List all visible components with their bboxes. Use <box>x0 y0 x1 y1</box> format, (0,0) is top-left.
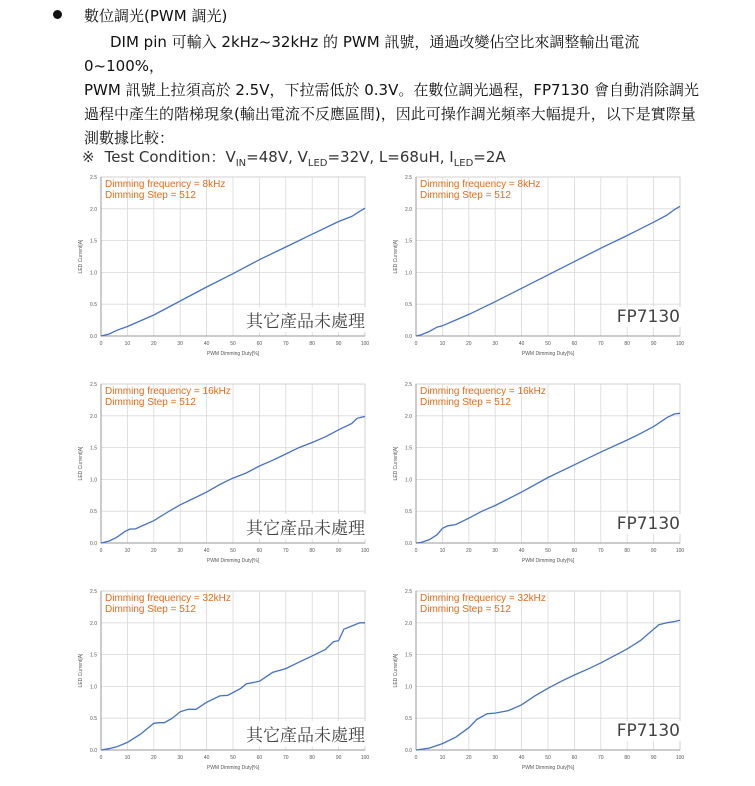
x-tick-label: 30 <box>177 548 183 554</box>
x-axis-label: PWM Dimming Duty[%] <box>206 765 260 771</box>
x-tick-label: 0 <box>99 548 103 554</box>
x-tick-label: 70 <box>283 341 289 347</box>
y-tick-label: 1.0 <box>90 684 97 691</box>
x-tick-label: 100 <box>675 341 685 347</box>
x-tick-label: 90 <box>335 755 342 761</box>
condition-prefix: Test Condition：V <box>104 148 236 166</box>
y-axis-label: LED Current[A] <box>393 239 399 274</box>
y-tick-label: 0.5 <box>405 302 412 309</box>
x-tick-label: 10 <box>439 341 446 347</box>
x-tick-label: 0 <box>414 548 418 554</box>
x-tick-label: 0 <box>99 341 103 347</box>
x-tick-label: 10 <box>124 548 131 554</box>
y-tick-label: 1.5 <box>90 652 97 659</box>
x-axis-label: PWM Dimming Duty[%] <box>521 765 575 771</box>
chart-svg <box>390 586 690 786</box>
chart-product-label: FP7130 <box>616 721 680 741</box>
x-tick-label: 40 <box>518 755 525 761</box>
x-tick-label: 20 <box>466 341 472 347</box>
chart-product-label: 其它產品未處理 <box>244 307 367 332</box>
annotation-step: Dimming Step = 512 <box>105 397 196 408</box>
x-tick-label: 70 <box>283 755 289 761</box>
x-tick-label: 60 <box>256 548 263 554</box>
y-tick-label: 0.0 <box>405 334 412 340</box>
x-tick-label: 100 <box>675 755 685 761</box>
chart-product-label: FP7130 <box>616 514 680 534</box>
x-tick-label: 90 <box>650 755 657 761</box>
x-tick-label: 70 <box>283 548 289 554</box>
y-tick-label: 2.0 <box>90 413 97 420</box>
x-tick-label: 70 <box>598 548 604 554</box>
x-tick-label: 100 <box>360 341 370 347</box>
x-tick-label: 10 <box>439 548 446 554</box>
x-axis-label: PWM Dimming Duty[%] <box>206 351 260 357</box>
x-tick-label: 90 <box>650 548 657 554</box>
chart-svg <box>390 379 690 579</box>
x-tick-label: 50 <box>545 755 551 761</box>
x-tick-label: 40 <box>203 548 210 554</box>
y-tick-label: 0.5 <box>405 509 412 516</box>
x-tick-label: 80 <box>309 548 315 554</box>
y-axis-label: LED Current[A] <box>78 446 84 481</box>
chart-32khz-fp7130 <box>390 586 690 786</box>
reference-mark: ※ <box>82 148 95 166</box>
x-tick-label: 60 <box>571 548 578 554</box>
chart-svg <box>390 172 690 372</box>
chart-annotation <box>105 386 231 408</box>
x-tick-label: 0 <box>414 755 418 761</box>
x-tick-label: 40 <box>203 341 210 347</box>
y-tick-label: 1.0 <box>405 270 412 277</box>
x-tick-label: 100 <box>360 755 370 761</box>
x-tick-label: 10 <box>124 341 131 347</box>
annotation-step: Dimming Step = 512 <box>420 190 511 201</box>
y-tick-label: 1.5 <box>90 238 97 245</box>
x-tick-label: 30 <box>492 341 498 347</box>
x-tick-label: 100 <box>675 548 685 554</box>
x-tick-label: 30 <box>177 341 183 347</box>
paragraph-line-4: 測數據比較： <box>84 129 175 147</box>
x-tick-label: 20 <box>151 341 157 347</box>
x-tick-label: 40 <box>203 755 210 761</box>
x-axis-label: PWM Dimming Duty[%] <box>521 351 575 357</box>
chart-svg <box>75 586 375 786</box>
y-tick-label: 2.5 <box>405 175 412 181</box>
paragraph-line-2: PWM 訊號上拉須高於 2.5V，下拉需低於 0.3V。在數位調光過程，FP7130 會自動消除調光 <box>84 81 699 99</box>
x-tick-label: 80 <box>624 548 630 554</box>
y-tick-label: 2.5 <box>90 175 97 181</box>
x-tick-label: 20 <box>466 548 472 554</box>
y-axis-label: LED Current[A] <box>393 446 399 481</box>
chart-8khz-fp7130 <box>390 172 690 372</box>
x-tick-label: 20 <box>151 755 157 761</box>
condition-part3: =32V, L=68uH, I <box>327 148 454 166</box>
y-axis-label: LED Current[A] <box>78 653 84 688</box>
description-paragraph <box>84 30 724 150</box>
x-tick-label: 50 <box>545 341 551 347</box>
annotation-frequency: Dimming frequency = 8kHz <box>420 179 541 190</box>
annotation-frequency: Dimming frequency = 16kHz <box>420 386 546 397</box>
chart-svg <box>75 379 375 579</box>
y-tick-label: 0.0 <box>90 334 97 340</box>
x-tick-label: 70 <box>598 755 604 761</box>
x-tick-label: 90 <box>335 548 342 554</box>
y-tick-label: 0.0 <box>90 541 97 547</box>
x-tick-label: 70 <box>598 341 604 347</box>
x-tick-label: 100 <box>360 548 370 554</box>
x-tick-label: 10 <box>124 755 131 761</box>
condition-sub-led: LED <box>307 158 328 169</box>
x-tick-label: 10 <box>439 755 446 761</box>
y-tick-label: 2.5 <box>90 589 97 595</box>
y-tick-label: 2.0 <box>90 206 97 213</box>
condition-sub-in: IN <box>235 158 247 169</box>
y-tick-label: 0.5 <box>90 302 97 309</box>
annotation-frequency: Dimming frequency = 16kHz <box>105 386 231 397</box>
y-tick-label: 1.0 <box>405 684 412 691</box>
x-tick-label: 30 <box>177 755 183 761</box>
y-tick-label: 2.5 <box>405 382 412 388</box>
x-tick-label: 30 <box>492 755 498 761</box>
bullet-point <box>53 10 62 19</box>
y-axis-label: LED Current[A] <box>393 653 399 688</box>
chart-annotation <box>105 179 225 201</box>
x-tick-label: 30 <box>492 548 498 554</box>
y-tick-label: 0.0 <box>405 541 412 547</box>
x-tick-label: 40 <box>518 548 525 554</box>
x-tick-label: 80 <box>624 341 630 347</box>
y-tick-label: 1.5 <box>90 445 97 452</box>
test-condition <box>82 146 506 169</box>
x-tick-label: 80 <box>624 755 630 761</box>
y-tick-label: 1.0 <box>90 270 97 277</box>
condition-sub-iled: LED <box>453 158 474 169</box>
chart-product-label: 其它產品未處理 <box>244 721 367 746</box>
x-tick-label: 90 <box>335 341 342 347</box>
x-tick-label: 20 <box>151 548 157 554</box>
y-tick-label: 2.0 <box>405 620 412 627</box>
x-tick-label: 60 <box>256 341 263 347</box>
y-tick-label: 0.5 <box>405 716 412 723</box>
x-tick-label: 60 <box>256 755 263 761</box>
x-tick-label: 60 <box>571 341 578 347</box>
y-tick-label: 2.5 <box>90 382 97 388</box>
y-tick-label: 0.0 <box>90 748 97 754</box>
x-axis-label: PWM Dimming Duty[%] <box>206 558 260 564</box>
y-tick-label: 1.5 <box>405 652 412 659</box>
y-tick-label: 1.0 <box>405 477 412 484</box>
chart-product-label: 其它產品未處理 <box>244 514 367 539</box>
y-tick-label: 2.0 <box>405 413 412 420</box>
annotation-frequency: Dimming frequency = 32kHz <box>105 593 231 604</box>
chart-16khz-fp7130 <box>390 379 690 579</box>
x-tick-label: 90 <box>650 341 657 347</box>
y-tick-label: 2.0 <box>90 620 97 627</box>
chart-32khz-other <box>75 586 375 786</box>
y-tick-label: 2.5 <box>405 589 412 595</box>
annotation-step: Dimming Step = 512 <box>420 604 511 615</box>
x-tick-label: 0 <box>99 755 103 761</box>
annotation-step: Dimming Step = 512 <box>105 190 196 201</box>
chart-annotation <box>420 179 540 201</box>
x-tick-label: 40 <box>518 341 525 347</box>
chart-annotation <box>420 386 546 408</box>
paragraph-line-1: DIM pin 可輸入 2kHz~32kHz 的 PWM 訊號，通過改變佔空比來調整輸出電流 0~100%， <box>84 33 640 75</box>
condition-part4: =2A <box>473 148 506 166</box>
section-title: 數位調光(PWM 調光) <box>84 7 228 25</box>
chart-annotation <box>105 593 231 615</box>
x-tick-label: 60 <box>571 755 578 761</box>
y-axis-label: LED Current[A] <box>78 239 84 274</box>
x-tick-label: 50 <box>230 341 236 347</box>
x-tick-label: 80 <box>309 341 315 347</box>
y-tick-label: 1.0 <box>90 477 97 484</box>
y-tick-label: 1.5 <box>405 445 412 452</box>
x-tick-label: 0 <box>414 341 418 347</box>
chart-annotation <box>420 593 546 615</box>
condition-part2: =48V, V <box>246 148 308 166</box>
paragraph-line-3: 過程中產生的階梯現象(輸出電流不反應區間)，因此可操作調光頻率大幅提升，以下是實際量 <box>84 105 696 123</box>
x-axis-label: PWM Dimming Duty[%] <box>521 558 575 564</box>
x-tick-label: 50 <box>230 548 236 554</box>
y-tick-label: 0.0 <box>405 748 412 754</box>
chart-svg <box>75 172 375 372</box>
annotation-step: Dimming Step = 512 <box>420 397 511 408</box>
annotation-frequency: Dimming frequency = 8kHz <box>105 179 226 190</box>
x-tick-label: 20 <box>466 755 472 761</box>
chart-16khz-other <box>75 379 375 579</box>
y-tick-label: 2.0 <box>405 206 412 213</box>
x-tick-label: 80 <box>309 755 315 761</box>
y-tick-label: 0.5 <box>90 509 97 516</box>
chart-product-label: FP7130 <box>616 307 680 327</box>
annotation-frequency: Dimming frequency = 32kHz <box>420 593 546 604</box>
x-tick-label: 50 <box>545 548 551 554</box>
y-tick-label: 0.5 <box>90 716 97 723</box>
annotation-step: Dimming Step = 512 <box>105 604 196 615</box>
y-tick-label: 1.5 <box>405 238 412 245</box>
x-tick-label: 50 <box>230 755 236 761</box>
chart-8khz-other <box>75 172 375 372</box>
